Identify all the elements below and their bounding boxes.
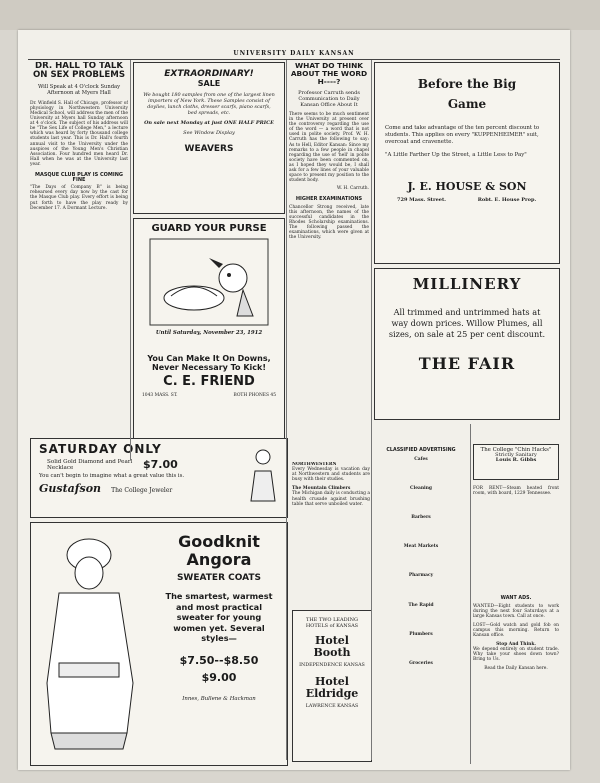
ad-house-prop: Robt. E. House Prop. xyxy=(477,197,537,203)
ad-fair-title: MILLINERY xyxy=(412,275,522,293)
body-climbers: The Michigan daily is conducting a health crusade against brushing table that serve unboiled water. xyxy=(292,491,370,507)
headline-northwestern: NORTHWESTERN xyxy=(292,462,337,467)
ad-hotels-head: THE TWO LEADING HOTELS of KANSAS xyxy=(305,617,359,629)
ad-fair-store: THE FAIR xyxy=(418,354,516,373)
ad-gustafson-price: $7.00 xyxy=(143,458,178,471)
body-hall: Dr. Winfield S. Hall of Chicago, professor of physiology in Northwestern University Medical School, will address the men of the University at Myers hall Sunday afternoon at 4 o'clock. The subject of his address will be "The Sex Life of College Men," a lecture which was heard by forty thousand college students last year. This is Dr. Hall's fourth annual visit to the University under the auspices of the Young Men's Christian Association. Four hundred men heard Dr. Hall when he was at the University last year. xyxy=(30,100,128,167)
ad-angora xyxy=(30,522,288,766)
ad-house-addr: 729 Mass. Street. xyxy=(397,197,447,203)
ad-angora-body: The smartest, warmest and most practical sweater for young women yet. Several styles— xyxy=(165,591,273,643)
ad-gustafson-store: Gustafson xyxy=(39,482,102,495)
ad-gustafson-title: SATURDAY ONLY xyxy=(39,442,162,456)
ad-weavers-half: On sale next Monday at just ONE HALF PRICE xyxy=(144,120,274,126)
stop-head: Stop And Think. xyxy=(496,641,536,647)
ad-gustafson-footer xyxy=(39,482,279,495)
ad-hotels-booth: Hotel Booth xyxy=(313,634,351,659)
headline-exams: HIGHER EXAMINATIONS xyxy=(295,196,363,203)
body-northwestern: Every Wednesday is vacation day at Northwestern and students are busy with their studies. xyxy=(292,467,370,483)
column-rule-3 xyxy=(371,60,372,760)
column-right-ads xyxy=(473,424,559,764)
column-rule-4 xyxy=(470,424,471,764)
classified-item-2: Cleaning xyxy=(410,486,432,492)
classified-item-1: Cafes xyxy=(414,457,428,463)
ad-friend-until: Until Saturday, November 23, 1912 xyxy=(155,330,263,336)
ad-angora-store: Innes, Bullene & Hackman xyxy=(182,695,256,702)
ad-angora-price-1: $7.50--$8.50 xyxy=(179,653,259,667)
classified-item-4: Meat Markets xyxy=(403,544,439,550)
ad-chin-name: Louis R. Gibbs xyxy=(495,457,537,464)
classified-item-6: The Rapid xyxy=(408,602,434,608)
signature-carruth: W. H. Carruth. xyxy=(336,186,369,192)
ad-friend-phones: BOTH PHONES 45 xyxy=(233,393,276,398)
ad-friend-addr: 1043 MASS. ST. xyxy=(142,393,178,398)
column-hall-article xyxy=(30,62,128,452)
read-kansan: Read the Daily Kansan here. xyxy=(484,666,548,672)
ad-fair-body: All trimmed and untrimmed hats at way down prices. Willow Plumes, all sizes, on sale at 25 per cent discount. xyxy=(388,307,546,339)
classified-item-8: Groceries xyxy=(409,660,433,666)
classified-rent: FOR RENT—Steam heated front room, with board, 1229 Tennessee. xyxy=(473,486,559,497)
column-classified xyxy=(375,424,467,764)
ad-friend xyxy=(133,218,285,456)
ad-weavers-sale: SALE xyxy=(197,79,221,88)
ad-house xyxy=(374,62,560,264)
column-rule-1 xyxy=(130,60,131,460)
ad-house-footer xyxy=(397,197,537,203)
stop-body: We depend entirely on student trade. Why take your shoes down town? Bring to Us. xyxy=(473,646,559,663)
ad-weavers-body: We bought 180 samples from one of the largest linen importers of New York. These Samples consist of doylies, lunch cloths, dresser scarfs, piano scarfs, bed spreads, etc. xyxy=(143,92,275,116)
ad-the-fair xyxy=(374,268,560,420)
illustration-jeweler xyxy=(245,447,279,503)
ad-weavers xyxy=(133,62,285,214)
headline-word-2: ABOUT THE WORD H----? xyxy=(290,69,368,86)
column-carruth-article xyxy=(289,62,369,457)
ad-gustafson xyxy=(30,438,288,518)
column-rule-2 xyxy=(286,60,287,760)
ad-gustafson-item: Solid Gold Diamond and Pearl Necklace xyxy=(47,458,133,471)
classified-item-5: Pharmacy xyxy=(408,573,434,579)
ad-house-title-1: Before the Big xyxy=(417,77,517,91)
ad-angora-text xyxy=(155,533,283,702)
ad-hotels xyxy=(292,610,372,762)
body-masque: "The Days of Company B" is being rehearsed every day now by the cast for the Masque Club play. Every effort is being put forth to have the play ready by December 17. A Dormant Lecture. xyxy=(30,185,128,211)
body-exams: Chancellor Strong received, late this afternoon, the names of the successful candidates in the Rhodes Scholarship examinations. The following passed the examinations, which were given at the University. xyxy=(289,204,369,241)
ad-gustafson-tag: The College Jeweler xyxy=(111,487,173,494)
illustration-woman-sweater xyxy=(37,533,155,753)
classified-head: CLASSIFIED ADVERTISING xyxy=(386,448,456,453)
scan-border xyxy=(0,0,600,30)
ad-weavers-store: WEAVERS xyxy=(184,144,234,154)
ad-house-title-2: Game xyxy=(447,97,487,111)
ad-gustafson-line xyxy=(47,458,271,471)
classified-item-3: Barbers xyxy=(411,515,431,521)
ad-hotels-loc-2: LAWRENCE KANSAS xyxy=(305,704,359,709)
illustration-dog-purse xyxy=(149,238,269,326)
ad-angora-price-2: $9.00 xyxy=(201,670,237,684)
masthead: UNIVERSITY DAILY KANSAN xyxy=(233,50,355,57)
ad-hotels-loc-1: INDEPENDENCE KANSAS xyxy=(299,663,365,668)
ad-hotels-eldridge: Hotel Eldridge xyxy=(305,675,359,700)
ad-gustafson-value: You can't begin to imagine what a great value this is. xyxy=(39,473,185,479)
column-middle-news xyxy=(292,462,370,612)
ad-angora-brand-1: Goodknit xyxy=(178,532,260,551)
body-carruth: There seems to be much sentiment in the University at present over the controversy regarding the use of the word — a word that is not used in polite society. Prof. W. H. Carruth has the following to say: As to Hell, Editor Kansan: Since my remarks to a few people in chapel regarding the use of 'hell' in polite society have been commented on, as I hoped they would be, I shall ask for a few lines of your valuable space to present my position to the student body. xyxy=(289,112,369,184)
ad-friend-footer xyxy=(142,393,276,398)
subhead-carruth: Professor Carruth sends Communication to Daily Kansan Office About It xyxy=(298,90,360,108)
subhead-hall: Will Speak at 4 O'clock Sunday Afternoon at Myers Hall xyxy=(37,84,121,97)
ad-house-name: J. E. HOUSE & SON xyxy=(407,180,527,193)
want-ad-wanted: WANTED—Eight students to work during the next four Saturdays at a large Kansas town. Call at once. xyxy=(473,604,559,620)
ad-weavers-title: EXTRAORDINARY! xyxy=(164,69,254,79)
classified-item-7: Plumbers xyxy=(409,631,433,637)
headline-climbers: The Mountain Climbers xyxy=(292,486,351,492)
ad-chin-sub: Strictly Sanitary xyxy=(495,452,537,459)
ad-chin-title: The College "Chin Hacks" xyxy=(480,447,552,453)
headline-word-1: WHAT DO THINK xyxy=(295,62,363,70)
ad-angora-kind: SWEATER COATS xyxy=(176,573,262,583)
ad-weavers-see: See Window Display xyxy=(183,130,235,136)
headline-hall-2: ON SEX PROBLEMS xyxy=(32,70,126,80)
ad-friend-title: GUARD YOUR PURSE xyxy=(151,223,267,234)
ad-house-quote: "A Little Farther Up the Street, a Little Less to Pay" xyxy=(385,152,527,158)
ad-friend-name: C. E. FRIEND xyxy=(163,374,255,389)
ad-house-body: Come and take advantage of the ten percent discount to students. This applies on every "KUPPENHEIMER" suit, overcoat and cravenette. xyxy=(385,125,540,145)
newspaper-page xyxy=(18,30,570,770)
headline-masque: MASQUE CLUB PLAY IS COMING FINE xyxy=(34,172,124,184)
masthead-rule xyxy=(28,59,560,60)
headline-hall-1: DR. HALL TO TALK xyxy=(34,62,124,71)
ad-friend-mid: You Can Make It On Downs, Never Necessary To Kick! xyxy=(147,354,271,372)
ad-angora-brand-2: Angora xyxy=(186,550,252,569)
want-ads-head: WANT ADS. xyxy=(500,596,532,602)
ad-chin-hacks xyxy=(473,444,559,480)
want-ad-lost: LOST—Gold watch and gold fob on campus this morning. Return to Kansan office. xyxy=(473,622,559,638)
